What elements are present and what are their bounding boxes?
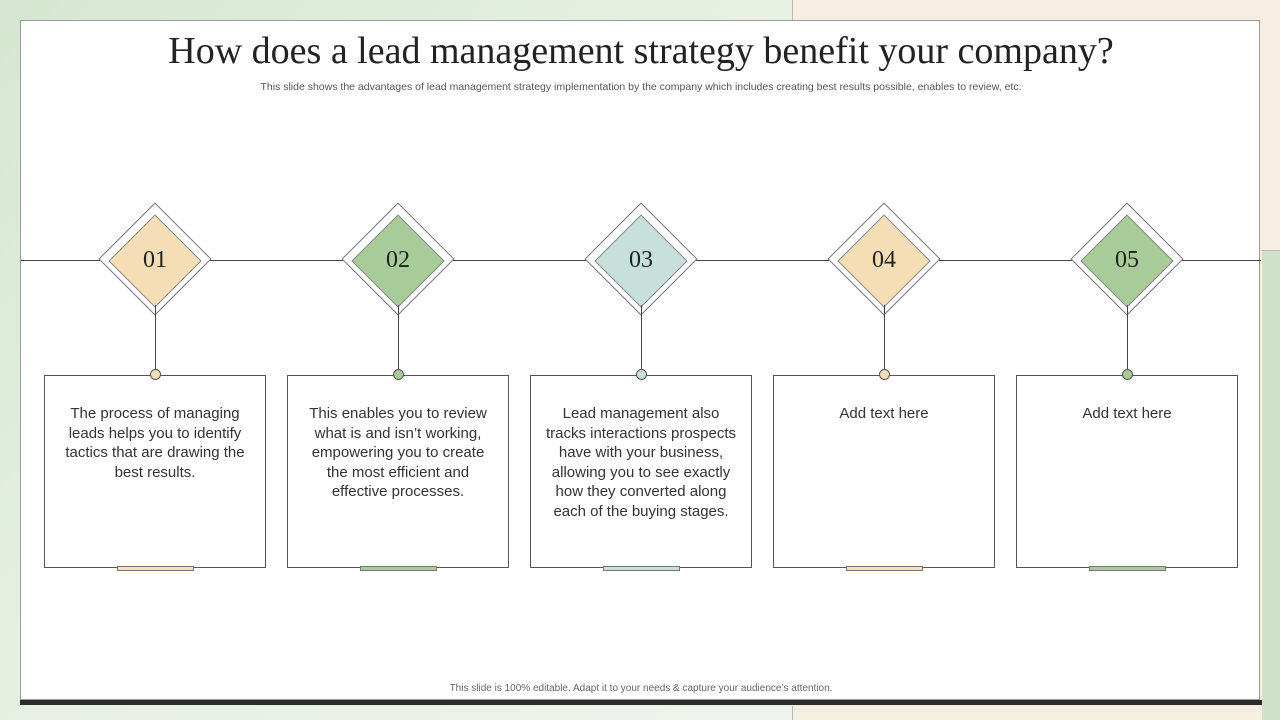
slide-bottom-bar — [20, 700, 1262, 705]
step-card-accent — [846, 566, 923, 571]
step-card-accent — [1089, 566, 1166, 571]
background-divider — [792, 706, 793, 720]
slide — [20, 20, 1260, 700]
step-description: Add text here — [1082, 405, 1172, 422]
step-card — [1016, 375, 1238, 568]
step-number: 05 — [1115, 247, 1139, 273]
step-connector — [1127, 305, 1128, 371]
step-description: Add text here — [839, 405, 929, 422]
step-connector-dot — [1122, 369, 1133, 380]
step-connector — [155, 305, 156, 371]
step-card — [44, 375, 266, 568]
step-card — [530, 375, 752, 568]
background-divider — [1262, 250, 1280, 251]
step-description: The process of managing leads helps you to identify tactics that are drawing the best results. — [65, 405, 245, 481]
slide-subtitle: This slide shows the advantages of lead management strategy implementation by the company which includes creating best results possible, enables to review, etc. — [260, 81, 1022, 93]
step-number: 01 — [143, 247, 167, 273]
step-connector-dot — [393, 369, 404, 380]
step-description: This enables you to review what is and isn’t working, empowering you to create the most efficient and effective processes. — [309, 405, 487, 500]
step-connector — [884, 305, 885, 371]
step-card-accent — [117, 566, 194, 571]
step-connector-dot — [150, 369, 161, 380]
background-divider — [792, 0, 793, 20]
step-card-accent — [360, 566, 437, 571]
slide-footer: This slide is 100% editable. Adapt it to your needs & capture your audience’s attention. — [449, 683, 833, 694]
step-card-accent — [603, 566, 680, 571]
slide-title: How does a lead management strategy benefit your company? — [168, 30, 1114, 72]
step-number: 03 — [629, 247, 653, 273]
step-description: Lead management also tracks interactions prospects have with your business, allowing you to see exactly how they converted along each of the buying stages. — [545, 405, 737, 520]
step-number: 02 — [386, 247, 410, 273]
step-connector — [398, 305, 399, 371]
step-card — [773, 375, 995, 568]
step-number: 04 — [872, 247, 896, 273]
step-connector-dot — [879, 369, 890, 380]
step-connector-dot — [636, 369, 647, 380]
step-connector — [641, 305, 642, 371]
step-card — [287, 375, 509, 568]
background-green-strip — [1262, 250, 1280, 720]
